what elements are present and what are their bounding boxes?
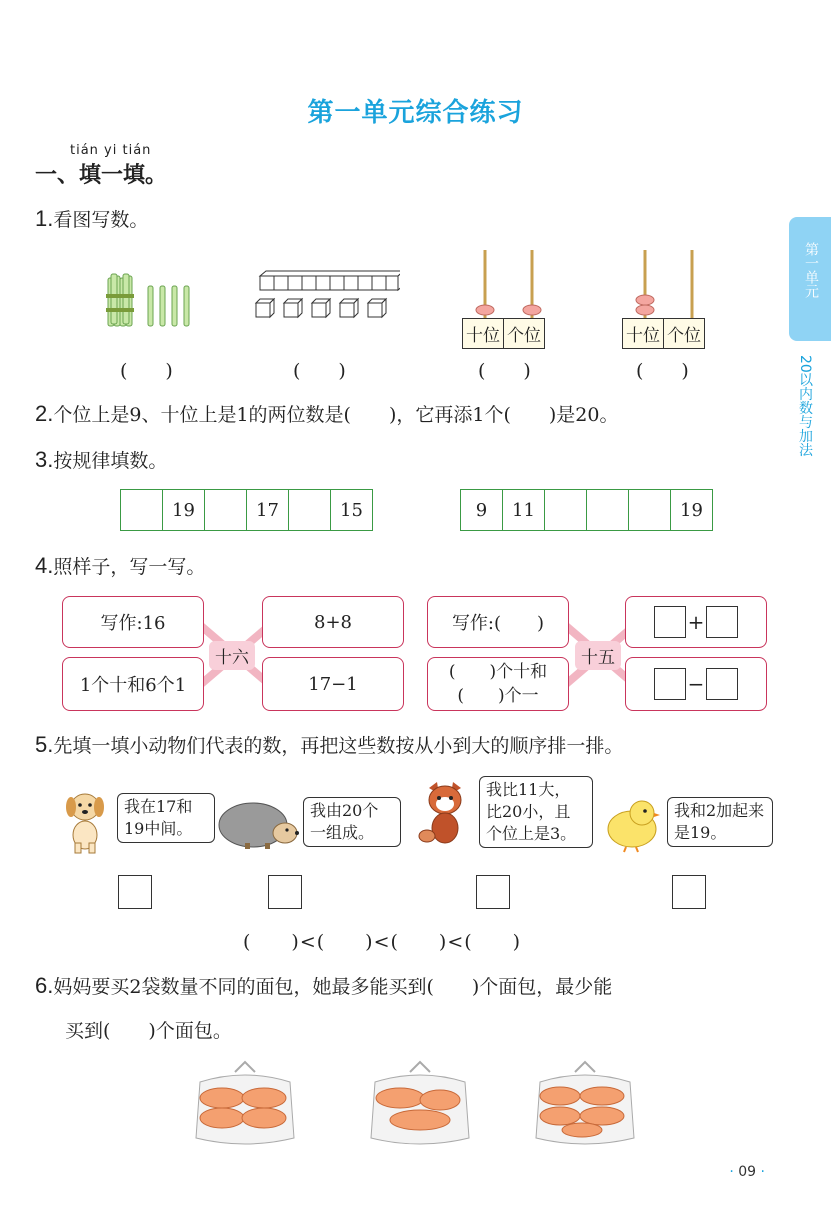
task-center-label: 十五 — [575, 641, 621, 670]
q1-line — [35, 205, 148, 232]
chick-speech: 我和2加起来是19。 — [667, 797, 773, 847]
puppy-answer-box[interactable] — [118, 875, 152, 909]
example-sub-box: 17−1 — [262, 657, 404, 711]
abacus-2-labels — [622, 318, 705, 349]
seq1-cell: 19 — [163, 490, 205, 530]
q1-text: 看图写数。 — [53, 209, 149, 231]
puppy-speech: 我在17和19中间。 — [117, 793, 215, 843]
seq1-cell[interactable] — [121, 490, 163, 530]
q1-blank-3[interactable]: ( ) — [478, 360, 531, 382]
addend-blank[interactable] — [654, 606, 686, 638]
decomp-tens[interactable]: ( )个十和 — [448, 662, 548, 682]
q5-number: 5. — [35, 732, 54, 757]
subtrahend-blank[interactable] — [706, 668, 738, 700]
seq2-cell[interactable] — [545, 490, 587, 530]
q6-line-2[interactable]: 买到( )个面包。 — [65, 1020, 232, 1042]
seq1-cell[interactable] — [205, 490, 247, 530]
chick-answer-box[interactable] — [672, 875, 706, 909]
task-write-box[interactable]: 写作:( ) — [427, 596, 569, 648]
q3-text: 按规律填数。 — [53, 450, 168, 472]
minus-sign: − — [687, 672, 705, 696]
example-decomp-box: 1个十和6个1 — [62, 657, 204, 711]
task-sub-box — [625, 657, 767, 711]
cubes-figure — [250, 270, 400, 322]
topic-label: 20以内数与加法 — [797, 355, 813, 457]
section-heading: 一、填一填。 — [35, 163, 168, 188]
seq1-cell: 15 — [340, 499, 363, 521]
q2-line — [35, 400, 780, 427]
minuend-blank[interactable] — [654, 668, 686, 700]
seq2-cell: 19 — [680, 499, 703, 521]
chick-image — [602, 795, 662, 853]
seq1-cell[interactable] — [289, 490, 331, 530]
tens-label: 十位 — [463, 319, 504, 348]
q4-line — [35, 552, 205, 579]
q1-blank-2[interactable]: ( ) — [293, 360, 346, 382]
section-pinyin: tián yi tián — [70, 143, 152, 158]
hedgehog-image — [215, 795, 300, 850]
plus-sign: + — [687, 610, 705, 634]
addend-blank[interactable] — [706, 606, 738, 638]
page-title: 第一单元综合练习 — [307, 98, 524, 128]
q6-text-1[interactable]: 妈妈要买2袋数量不同的面包，她最多能买到( )个面包，最少能 — [53, 976, 613, 998]
q6-line-1 — [35, 972, 795, 999]
tens-label: 十位 — [623, 319, 664, 348]
q3-line — [35, 446, 167, 473]
q5-text: 先填一填小动物们代表的数，再把这些数按从小到大的顺序排一排。 — [53, 735, 624, 757]
q5-order-blanks[interactable]: ( )<( )<( )<( ) — [243, 931, 522, 953]
bread-bag-2 — [365, 1060, 475, 1150]
example-add-box: 8+8 — [262, 596, 404, 648]
bread-bag-1 — [190, 1060, 300, 1150]
red-panda-image — [415, 780, 475, 850]
q4-text: 照样子，写一写。 — [53, 556, 206, 578]
unit-tab-label: 第一单元 — [803, 242, 819, 298]
hedgehog-speech: 我由20个一组成。 — [303, 797, 401, 847]
red-panda-answer-box[interactable] — [476, 875, 510, 909]
task-decomp-box[interactable] — [427, 657, 569, 711]
q1-blank-4[interactable]: ( ) — [636, 360, 689, 382]
q6-number: 6. — [35, 973, 54, 998]
decomp-ones[interactable]: ( )个一 — [457, 686, 539, 706]
seq2-cell[interactable] — [587, 490, 629, 530]
q4-number: 4. — [35, 553, 54, 578]
q3-number: 3. — [35, 447, 54, 472]
ones-label: 个位 — [667, 326, 701, 346]
sequence-1 — [120, 489, 373, 531]
hedgehog-answer-box[interactable] — [268, 875, 302, 909]
page-number: · 09 · — [729, 1164, 765, 1180]
sticks-figure — [100, 272, 200, 332]
q5-line — [35, 731, 795, 758]
q1-number: 1. — [35, 206, 54, 231]
abacus-1-labels — [462, 318, 545, 349]
seq2-cell: 9 — [461, 490, 503, 530]
q1-blank-1[interactable]: ( ) — [120, 360, 173, 382]
ones-label: 个位 — [507, 326, 541, 346]
seq1-cell: 17 — [247, 490, 289, 530]
red-panda-speech: 我比11大，比20小，且个位上是3。 — [479, 776, 593, 848]
sequence-2 — [460, 489, 713, 531]
seq2-cell[interactable] — [629, 490, 671, 530]
bread-bag-3 — [530, 1060, 640, 1150]
example-center-label: 十六 — [209, 641, 255, 670]
seq2-cell: 11 — [503, 490, 545, 530]
q2-number: 2. — [35, 401, 54, 426]
task-add-box — [625, 596, 767, 648]
puppy-image — [60, 785, 110, 855]
q2-text[interactable]: 个位上是9、十位上是1的两位数是( )，它再添1个( )是20。 — [53, 404, 619, 426]
example-write-box: 写作:16 — [62, 596, 204, 648]
